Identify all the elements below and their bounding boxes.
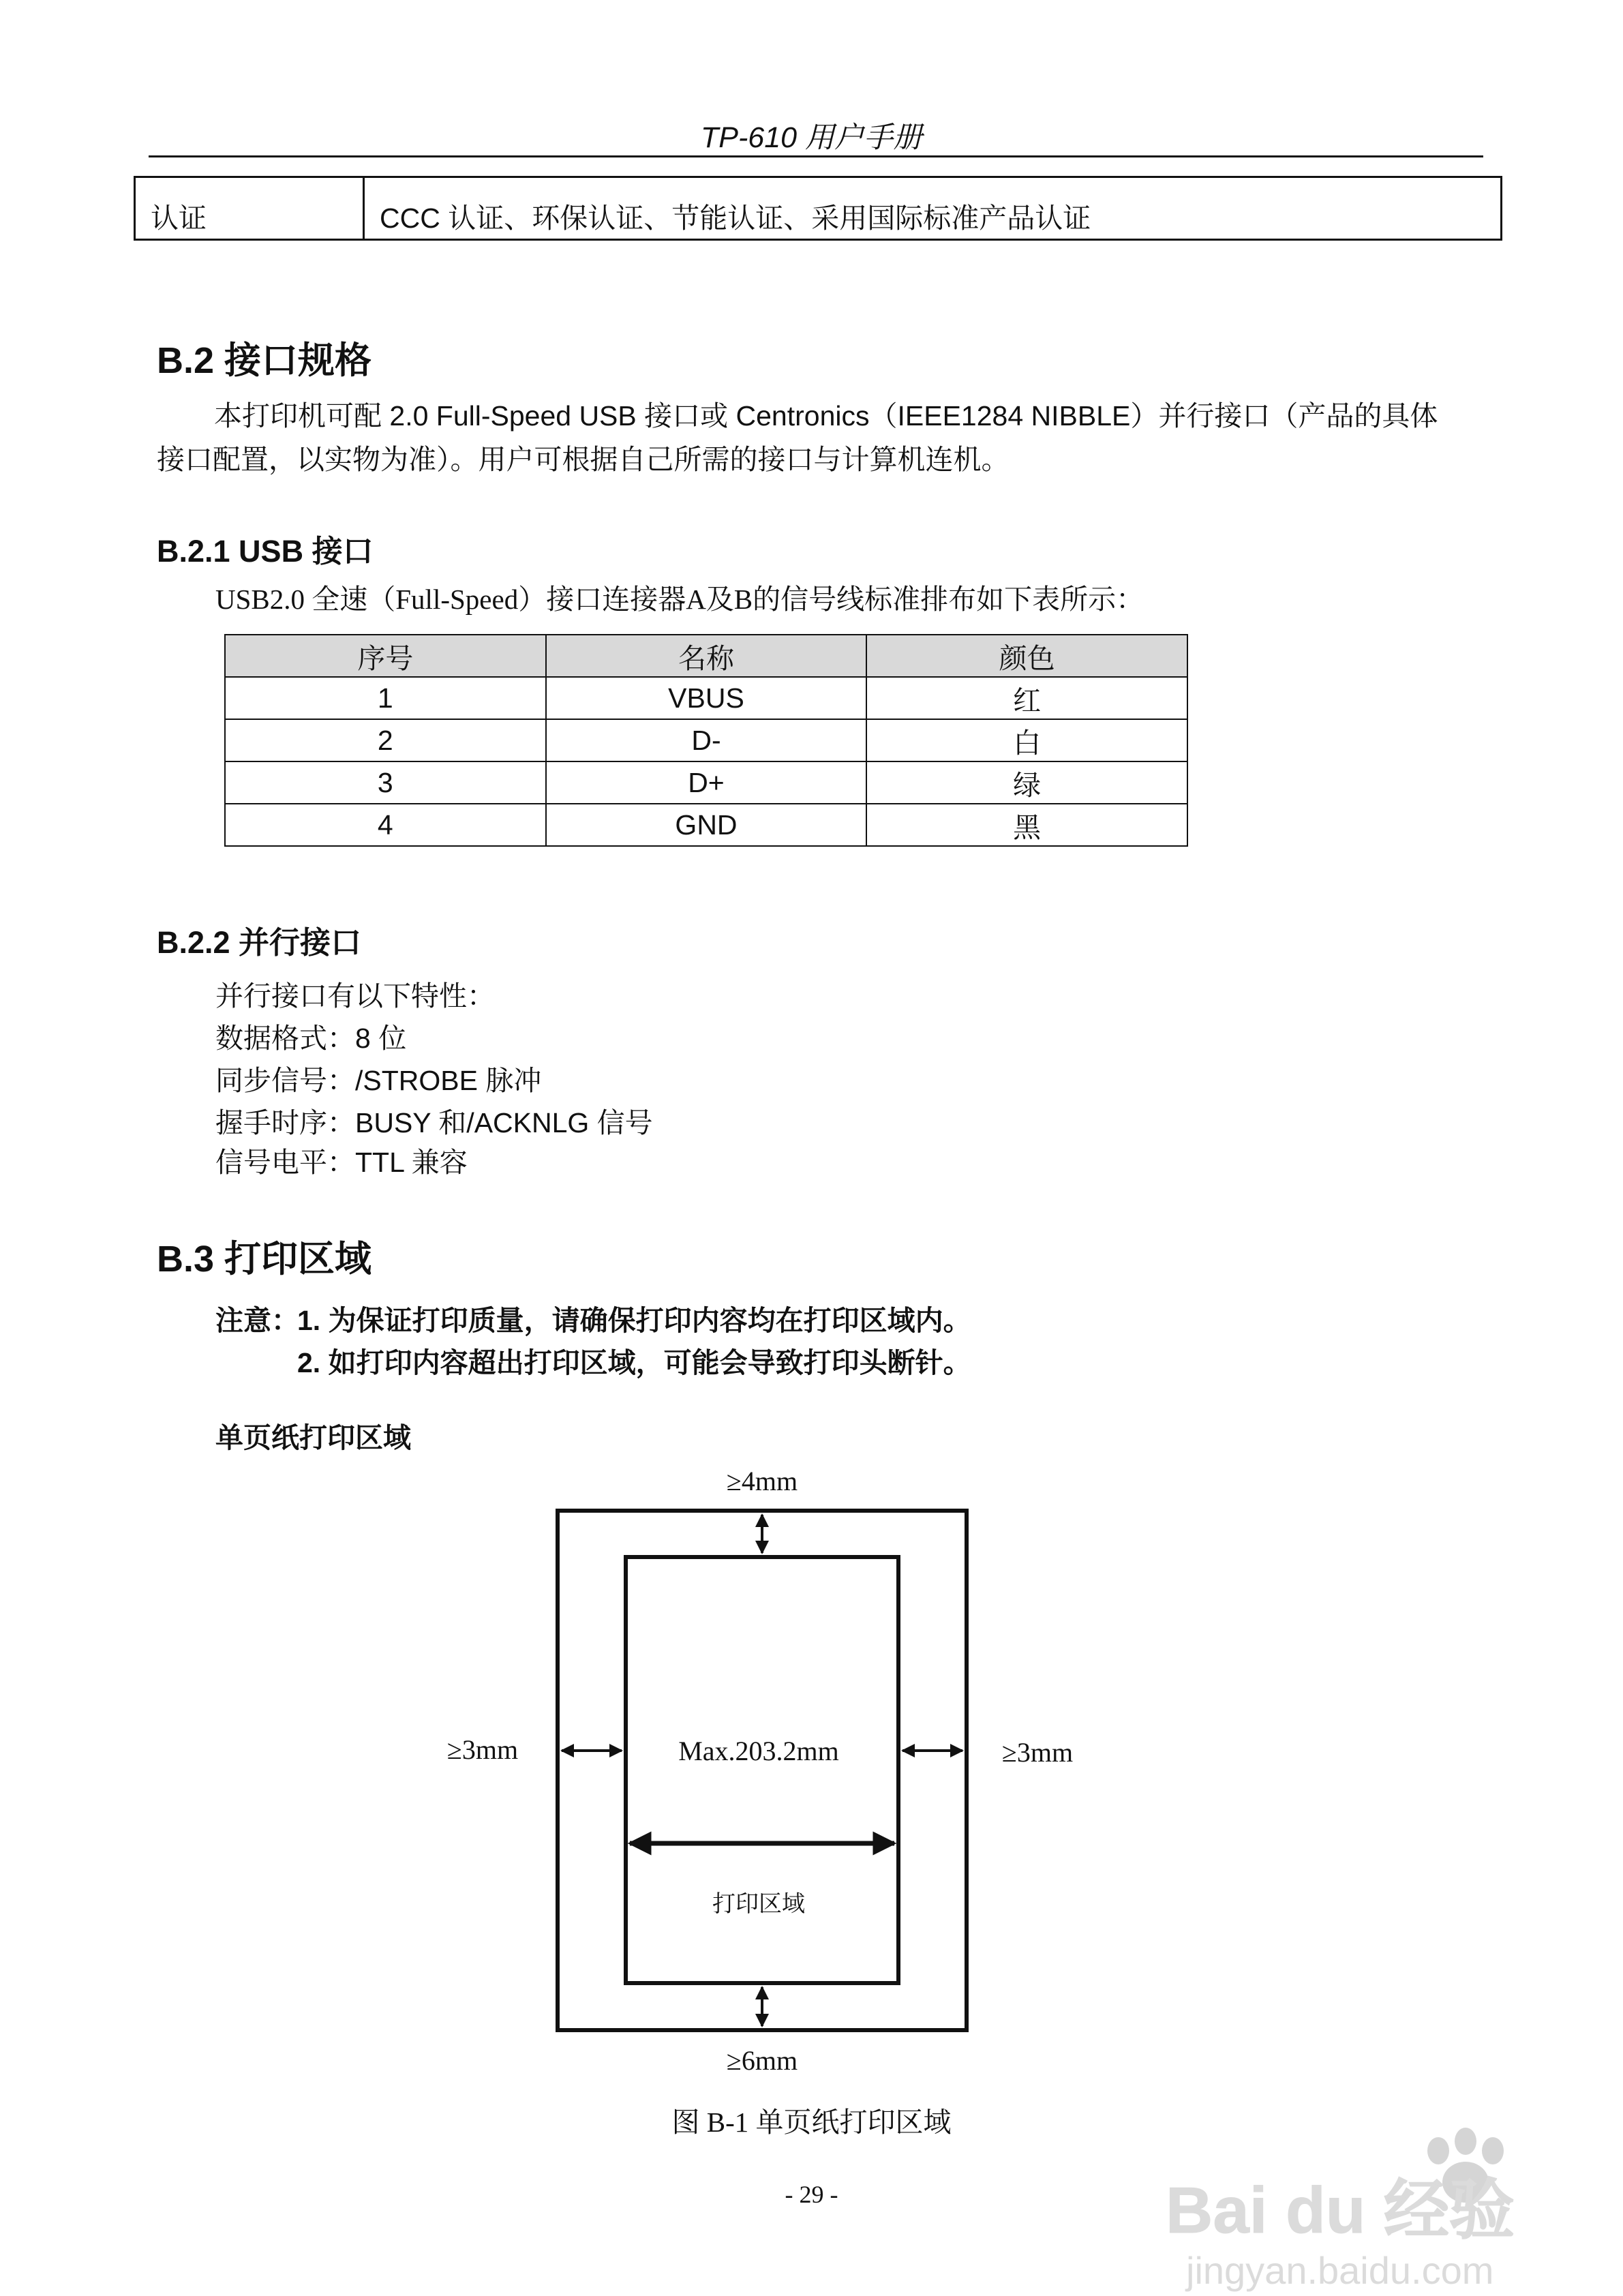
- section-b22-heading: B.2.2 并行接口: [157, 925, 362, 960]
- parallel-line: 信号电平：TTL 兼容: [215, 1147, 468, 1178]
- section-b3-heading: B.3 打印区域: [157, 1239, 372, 1280]
- area-label: 打印区域: [712, 1892, 805, 1917]
- cell-index: 4: [225, 804, 546, 846]
- section-b2-heading: B.2 接口规格: [157, 340, 372, 381]
- parallel-line: 握手时序：BUSY 和/ACKNLG 信号: [215, 1107, 653, 1138]
- watermark-url: jingyan.baidu.com: [1186, 2249, 1494, 2292]
- para-line-1-text: 本打印机可配 2.0 Full-Speed USB 接口或 Centronics（IEEE1284 NIBBLE）并行接口（产品的具体: [214, 400, 1438, 432]
- diagram-title: 单页纸打印区域: [215, 1422, 411, 1453]
- watermark-brand: Bai du 经验: [1166, 2174, 1515, 2247]
- note-1: 1. 为保证打印质量，请确保打印内容均在打印区域内。: [297, 1305, 971, 1336]
- cell-index: 1: [225, 677, 546, 719]
- right-margin-label: ≥3mm: [1001, 1737, 1074, 1768]
- parallel-line: 数据格式：8 位: [215, 1023, 407, 1054]
- left-margin-label: ≥3mm: [446, 1734, 519, 1765]
- cell-name: VBUS: [546, 677, 867, 719]
- para-line-2: 接口配置，以实物为准）。用户可根据自己所需的接口与计算机连机。: [157, 444, 1010, 475]
- cell-name: D+: [546, 761, 867, 804]
- cell-color: 绿: [866, 761, 1187, 804]
- parallel-line: 并行接口有以下特性：: [215, 980, 495, 1012]
- section-b21-heading: B.2.1 USB 接口: [157, 534, 374, 569]
- cell-name: D-: [546, 719, 867, 761]
- cell-color: 白: [866, 719, 1187, 761]
- width-label: Max.203.2mm: [678, 1736, 839, 1766]
- cell-color: 黑: [866, 804, 1187, 846]
- cell-index: 3: [225, 761, 546, 804]
- top-margin-label: ≥4mm: [726, 1466, 798, 1496]
- paper-outline: [558, 1511, 967, 2030]
- note-2: 2. 如打印内容超出打印区域，可能会导致打印头断针。: [297, 1347, 971, 1378]
- cell-name: GND: [546, 804, 867, 846]
- col-header-color: 颜色: [866, 635, 1187, 677]
- cell-color: 红: [866, 677, 1187, 719]
- usb-intro: USB2.0 全速（Full-Speed）接口连接器A及B的信号线标准排布如下表所示：: [215, 584, 1144, 615]
- cert-label: 认证: [136, 178, 365, 239]
- figure-caption: 图 B-1 单页纸打印区域: [671, 2106, 952, 2138]
- note-label: 注意：: [215, 1305, 299, 1336]
- col-header-name: 名称: [546, 635, 867, 677]
- bottom-margin-label: ≥6mm: [726, 2045, 798, 2076]
- col-header-index: 序号: [225, 635, 546, 677]
- page-number: - 29 -: [785, 2181, 838, 2208]
- print-area-outline: [626, 1557, 898, 1983]
- cell-index: 2: [225, 719, 546, 761]
- parallel-line: 同步信号：/STROBE 脉冲: [215, 1065, 542, 1096]
- header-title: TP-610 用户手册: [701, 121, 922, 154]
- baidu-watermark-logo: [1145, 2117, 1554, 2294]
- cert-value: CCC 认证、环保认证、节能认证、采用国际标准产品认证: [380, 202, 1091, 234]
